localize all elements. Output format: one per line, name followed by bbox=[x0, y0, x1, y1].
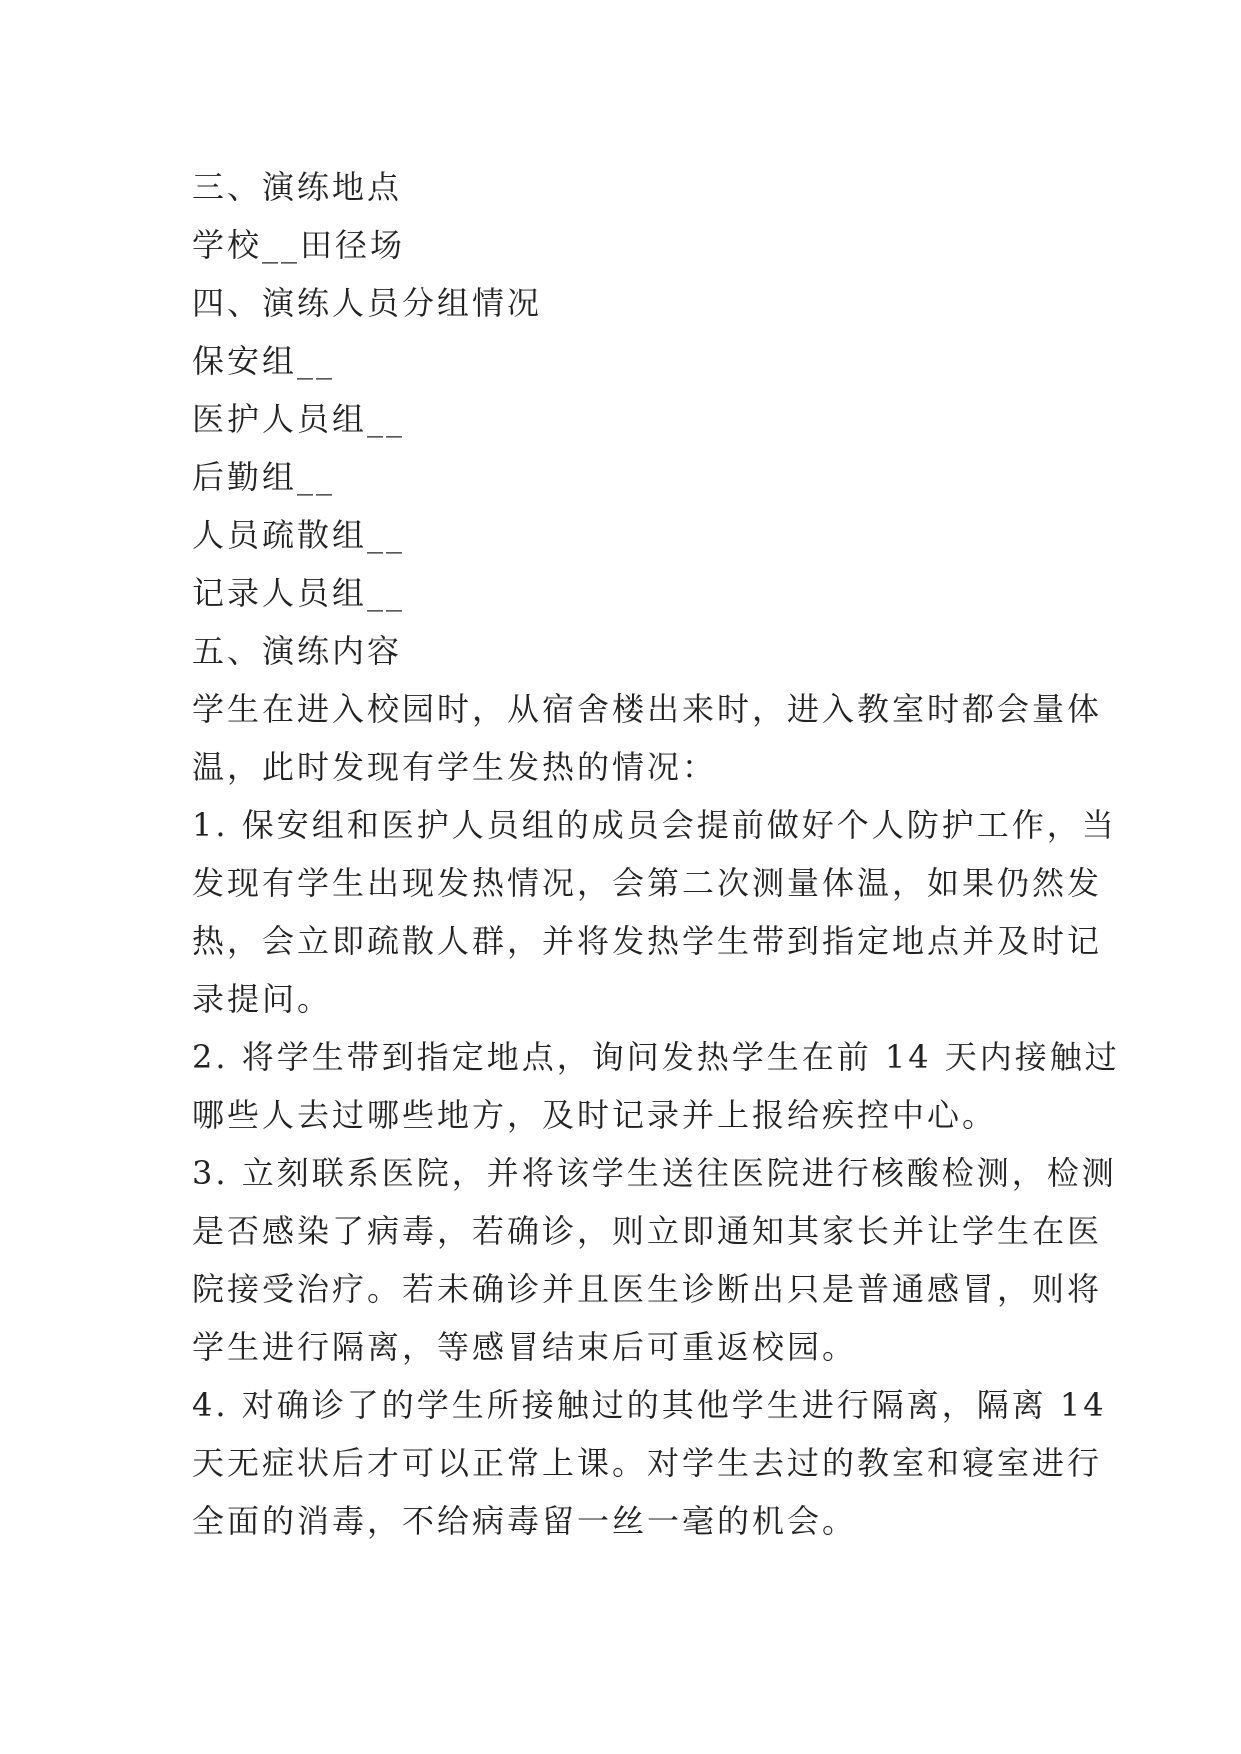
heading-group-assignment: 四、演练人员分组情况 bbox=[192, 284, 543, 322]
paragraph-row: 全面的消毒，不给病毒留一丝一毫的机会。 bbox=[192, 1502, 858, 1540]
group-logistics: 后勤组__ bbox=[192, 458, 336, 496]
group-medical: 医护人员组__ bbox=[192, 400, 406, 438]
paragraph-row: 2. 将学生带到指定地点，询问发热学生在前 14 天内接触过 bbox=[192, 1038, 1120, 1076]
paragraph-row: 学生在进入校园时，从宿舍楼出来时，进入教室时都会量体 bbox=[192, 690, 1103, 728]
heading-drill-content: 五、演练内容 bbox=[192, 632, 403, 670]
paragraph-row: 3. 立刻联系医院，并将该学生送往医院进行核酸检测，检测 bbox=[192, 1154, 1117, 1192]
paragraph-step-3 bbox=[192, 1144, 1117, 1376]
paragraph-step-1 bbox=[192, 796, 1117, 1028]
paragraph-step-4 bbox=[192, 1376, 1107, 1550]
group-security: 保安组__ bbox=[192, 342, 336, 380]
paragraph-row: 录提问。 bbox=[192, 980, 333, 1018]
paragraph-row: 发现有学生出现发热情况，会第二次测量体温，如果仍然发 bbox=[192, 864, 1103, 902]
document-body bbox=[192, 158, 1120, 1550]
paragraph-row: 院接受治疗。若未确诊并且医生诊断出只是普通感冒，则将 bbox=[192, 1270, 1103, 1308]
paragraph-row: 4. 对确诊了的学生所接触过的其他学生进行隔离，隔离 14 bbox=[192, 1386, 1107, 1424]
paragraph-row: 学生进行隔离，等感冒结束后可重返校园。 bbox=[192, 1328, 858, 1366]
paragraph-row: 天无症状后才可以正常上课。对学生去过的教室和寝室进行 bbox=[192, 1444, 1103, 1482]
paragraph-row: 哪些人去过哪些地方，及时记录并上报给疾控中心。 bbox=[192, 1096, 998, 1134]
paragraph-row: 温，此时发现有学生发热的情况： bbox=[192, 748, 718, 786]
drill-location-value: 学校__田径场 bbox=[192, 226, 406, 264]
group-recording: 记录人员组__ bbox=[192, 574, 406, 612]
paragraph-row: 是否感染了病毒，若确诊，则立即通知其家长并让学生在医 bbox=[192, 1212, 1103, 1250]
paragraph-row: 热，会立即疏散人群，并将发热学生带到指定地点并及时记 bbox=[192, 922, 1103, 960]
paragraph-row: 1. 保安组和医护人员组的成员会提前做好个人防护工作，当 bbox=[192, 806, 1117, 844]
paragraph-step-2 bbox=[192, 1028, 1120, 1144]
group-evacuation: 人员疏散组__ bbox=[192, 516, 406, 554]
paragraph-intro bbox=[192, 680, 1103, 796]
heading-drill-location: 三、演练地点 bbox=[192, 168, 403, 206]
